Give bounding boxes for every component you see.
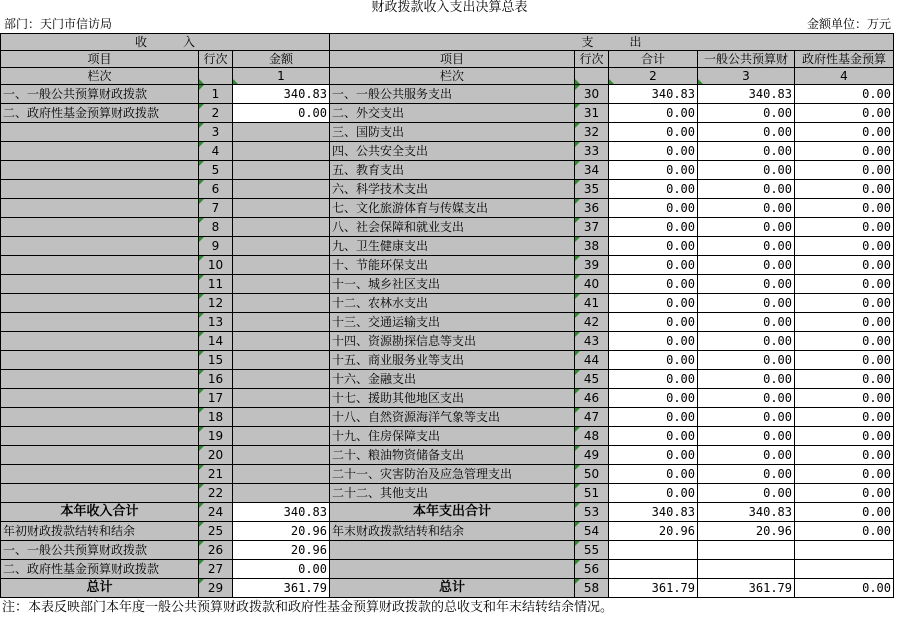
income-row-no: 10 — [199, 256, 233, 275]
table-row — [1, 85, 894, 104]
table-row — [1, 142, 894, 161]
income-amount — [233, 465, 330, 484]
table-row — [1, 199, 894, 218]
summary-expense-fund: 0.00 — [795, 522, 894, 541]
expense-fund: 0.00 — [795, 446, 894, 465]
expense-row-no: 39 — [575, 256, 609, 275]
expense-general: 0.00 — [698, 370, 795, 389]
expense-item: 九、卫生健康支出 — [330, 237, 575, 256]
expense-item: 七、文化旅游体育与传媒支出 — [330, 199, 575, 218]
expense-fund: 0.00 — [795, 85, 894, 104]
table-row — [1, 332, 894, 351]
expense-total: 0.00 — [609, 199, 698, 218]
summary-expense-total: 361.79 — [609, 579, 698, 598]
income-row-no: 8 — [199, 218, 233, 237]
expense-general: 0.00 — [698, 161, 795, 180]
expense-row-no: 45 — [575, 370, 609, 389]
income-row-no: 12 — [199, 294, 233, 313]
expense-general: 0.00 — [698, 427, 795, 446]
expense-row-no: 43 — [575, 332, 609, 351]
expense-row-no: 33 — [575, 142, 609, 161]
expense-total: 0.00 — [609, 180, 698, 199]
income-item — [1, 275, 199, 294]
income-amount: 340.83 — [233, 85, 330, 104]
expense-general: 0.00 — [698, 294, 795, 313]
income-item — [1, 256, 199, 275]
expense-fund: 0.00 — [795, 370, 894, 389]
expense-row-no: 42 — [575, 313, 609, 332]
expense-general: 340.83 — [698, 85, 795, 104]
expense-fund: 0.00 — [795, 256, 894, 275]
table-row — [1, 313, 894, 332]
summary-income-row-no: 26 — [199, 541, 233, 560]
income-item — [1, 484, 199, 503]
income-amount — [233, 351, 330, 370]
expense-row-no: 46 — [575, 389, 609, 408]
income-row-no: 2 — [199, 104, 233, 123]
income-item — [1, 446, 199, 465]
summary-expense-row-no: 54 — [575, 522, 609, 541]
expense-row-no: 49 — [575, 446, 609, 465]
summary-income-row-no: 25 — [199, 522, 233, 541]
expense-row-no: 34 — [575, 161, 609, 180]
income-row-no: 7 — [199, 199, 233, 218]
income-col-label: 栏次 — [1, 68, 199, 85]
table-row — [1, 446, 894, 465]
expense-item: 二十、粮油物资储备支出 — [330, 446, 575, 465]
summary-expense-total — [609, 541, 698, 560]
table-row — [1, 218, 894, 237]
income-amount — [233, 332, 330, 351]
expense-item: 十九、住房保障支出 — [330, 427, 575, 446]
summary-income-amount: 340.83 — [233, 503, 330, 522]
expense-general: 0.00 — [698, 199, 795, 218]
expense-fund: 0.00 — [795, 237, 894, 256]
expense-total: 0.00 — [609, 351, 698, 370]
expense-fund: 0.00 — [795, 389, 894, 408]
expense-item: 十四、资源勘探信息等支出 — [330, 332, 575, 351]
expense-item: 十七、援助其他地区支出 — [330, 389, 575, 408]
summary-row — [1, 503, 894, 522]
summary-income-row-no: 29 — [199, 579, 233, 598]
table-row — [1, 370, 894, 389]
expense-total: 0.00 — [609, 465, 698, 484]
income-item — [1, 370, 199, 389]
expense-fund: 0.00 — [795, 332, 894, 351]
expense-general: 0.00 — [698, 408, 795, 427]
summary-income-item: 年初财政拨款结转和结余 — [1, 522, 199, 541]
summary-income-row-no: 27 — [199, 560, 233, 579]
header-columns-row — [1, 51, 894, 68]
expense-item: 十三、交通运输支出 — [330, 313, 575, 332]
summary-expense-row-no: 56 — [575, 560, 609, 579]
expense-row-no: 51 — [575, 484, 609, 503]
summary-expense-item: 本年支出合计 — [330, 503, 575, 522]
income-amount-index: 1 — [233, 68, 330, 85]
expense-row-no: 30 — [575, 85, 609, 104]
fiscal-table — [0, 33, 894, 598]
expense-row-no: 32 — [575, 123, 609, 142]
table-row — [1, 123, 894, 142]
total-index: 2 — [609, 68, 698, 85]
income-item-header: 项目 — [1, 51, 199, 68]
expense-col-label: 栏次 — [330, 68, 575, 85]
income-item — [1, 332, 199, 351]
expense-fund: 0.00 — [795, 427, 894, 446]
income-item — [1, 161, 199, 180]
header-section-row — [1, 34, 894, 51]
income-row-no: 4 — [199, 142, 233, 161]
expense-total: 0.00 — [609, 218, 698, 237]
expense-item: 十二、农林水支出 — [330, 294, 575, 313]
header-index-row — [1, 68, 894, 85]
summary-income-item: 本年收入合计 — [1, 503, 199, 522]
summary-row — [1, 522, 894, 541]
expense-header: 支 出 — [330, 34, 894, 51]
unit-label: 金额单位：万元 — [806, 17, 891, 31]
summary-expense-general — [698, 560, 795, 579]
expense-fund: 0.00 — [795, 161, 894, 180]
income-item — [1, 218, 199, 237]
income-amount — [233, 294, 330, 313]
expense-general: 0.00 — [698, 256, 795, 275]
expense-row-no: 36 — [575, 199, 609, 218]
expense-fund: 0.00 — [795, 351, 894, 370]
fund-budget-header: 政府性基金预算 — [795, 51, 894, 68]
expense-fund: 0.00 — [795, 313, 894, 332]
income-amount — [233, 427, 330, 446]
expense-total: 0.00 — [609, 370, 698, 389]
income-row-no: 14 — [199, 332, 233, 351]
expense-fund: 0.00 — [795, 180, 894, 199]
summary-income-row-no: 24 — [199, 503, 233, 522]
expense-row-no: 47 — [575, 408, 609, 427]
expense-item: 四、公共安全支出 — [330, 142, 575, 161]
summary-income-item: 总计 — [1, 579, 199, 598]
expense-item: 三、国防支出 — [330, 123, 575, 142]
table-row — [1, 465, 894, 484]
expense-total: 0.00 — [609, 275, 698, 294]
income-amount — [233, 123, 330, 142]
income-item — [1, 142, 199, 161]
table-row — [1, 389, 894, 408]
income-amount: 0.00 — [233, 104, 330, 123]
income-row-no: 18 — [199, 408, 233, 427]
expense-item: 十、节能环保支出 — [330, 256, 575, 275]
summary-row — [1, 541, 894, 560]
income-row-no: 3 — [199, 123, 233, 142]
general-budget-header: 一般公共预算财 — [698, 51, 795, 68]
expense-fund: 0.00 — [795, 465, 894, 484]
expense-total: 0.00 — [609, 389, 698, 408]
summary-income-amount: 361.79 — [233, 579, 330, 598]
summary-expense-item — [330, 560, 575, 579]
expense-fund: 0.00 — [795, 199, 894, 218]
report-title: 财政拨款收入支出决算总表 — [371, 0, 528, 15]
income-amount — [233, 180, 330, 199]
income-amount — [233, 142, 330, 161]
income-item — [1, 465, 199, 484]
expense-total: 0.00 — [609, 332, 698, 351]
summary-expense-total: 340.83 — [609, 503, 698, 522]
expense-row-no: 37 — [575, 218, 609, 237]
expense-item: 二、外交支出 — [330, 104, 575, 123]
expense-fund: 0.00 — [795, 218, 894, 237]
summary-expense-row-no: 53 — [575, 503, 609, 522]
summary-income-item: 二、政府性基金预算财政拨款 — [1, 560, 199, 579]
table-row — [1, 427, 894, 446]
expense-row-no: 41 — [575, 294, 609, 313]
expense-general: 0.00 — [698, 142, 795, 161]
footnote: 注：本表反映部门本年度一般公共预算财政拨款和政府性基金预算财政拨款的总收支和年末结转结余情况。 — [2, 600, 614, 615]
income-header: 收 入 — [1, 34, 330, 51]
income-item — [1, 237, 199, 256]
expense-row-no: 31 — [575, 104, 609, 123]
summary-expense-general: 340.83 — [698, 503, 795, 522]
expense-row-no: 50 — [575, 465, 609, 484]
expense-general: 0.00 — [698, 465, 795, 484]
income-row-no: 11 — [199, 275, 233, 294]
expense-item: 六、科学技术支出 — [330, 180, 575, 199]
expense-item: 八、社会保障和就业支出 — [330, 218, 575, 237]
table-row — [1, 104, 894, 123]
expense-general: 0.00 — [698, 313, 795, 332]
income-row-no: 17 — [199, 389, 233, 408]
table-row — [1, 180, 894, 199]
summary-expense-fund: 0.00 — [795, 503, 894, 522]
income-row-no: 1 — [199, 85, 233, 104]
income-item — [1, 408, 199, 427]
expense-total: 0.00 — [609, 161, 698, 180]
expense-fund: 0.00 — [795, 484, 894, 503]
expense-general: 0.00 — [698, 275, 795, 294]
summary-expense-fund: 0.00 — [795, 579, 894, 598]
table-row — [1, 275, 894, 294]
expense-general: 0.00 — [698, 237, 795, 256]
expense-item: 十五、商业服务业等支出 — [330, 351, 575, 370]
expense-total: 340.83 — [609, 85, 698, 104]
income-row-no: 20 — [199, 446, 233, 465]
expense-total: 0.00 — [609, 408, 698, 427]
expense-total-header: 合计 — [609, 51, 698, 68]
income-item — [1, 180, 199, 199]
expense-total: 0.00 — [609, 237, 698, 256]
income-row-no: 13 — [199, 313, 233, 332]
expense-fund: 0.00 — [795, 294, 894, 313]
expense-total: 0.00 — [609, 104, 698, 123]
table-row — [1, 256, 894, 275]
income-row-no: 9 — [199, 237, 233, 256]
income-amount — [233, 408, 330, 427]
fund-index: 4 — [795, 68, 894, 85]
income-amount — [233, 161, 330, 180]
income-item — [1, 123, 199, 142]
expense-row-no: 40 — [575, 275, 609, 294]
income-row-no: 21 — [199, 465, 233, 484]
expense-total: 0.00 — [609, 256, 698, 275]
expense-general: 0.00 — [698, 104, 795, 123]
summary-expense-general — [698, 541, 795, 560]
income-amount — [233, 313, 330, 332]
summary-expense-row-no: 58 — [575, 579, 609, 598]
income-amount — [233, 484, 330, 503]
expense-item: 五、教育支出 — [330, 161, 575, 180]
income-amount — [233, 370, 330, 389]
general-index: 3 — [698, 68, 795, 85]
income-item — [1, 351, 199, 370]
income-amount — [233, 256, 330, 275]
income-amount-header: 金额 — [233, 51, 330, 68]
income-item: 一、一般公共预算财政拨款 — [1, 85, 199, 104]
summary-expense-row-no: 55 — [575, 541, 609, 560]
expense-general: 0.00 — [698, 180, 795, 199]
expense-fund: 0.00 — [795, 275, 894, 294]
expense-item: 二十一、灾害防治及应急管理支出 — [330, 465, 575, 484]
summary-expense-item: 总计 — [330, 579, 575, 598]
summary-expense-total — [609, 560, 698, 579]
expense-item: 十一、城乡社区支出 — [330, 275, 575, 294]
summary-row — [1, 560, 894, 579]
table-row — [1, 351, 894, 370]
summary-expense-fund — [795, 560, 894, 579]
expense-row-no: 35 — [575, 180, 609, 199]
department-label: 部门：天门市信访局 — [4, 17, 113, 31]
summary-expense-item — [330, 541, 575, 560]
expense-total: 0.00 — [609, 427, 698, 446]
expense-general: 0.00 — [698, 446, 795, 465]
income-row-no: 5 — [199, 161, 233, 180]
income-item — [1, 313, 199, 332]
expense-total: 0.00 — [609, 446, 698, 465]
income-amount — [233, 218, 330, 237]
expense-item: 十六、金融支出 — [330, 370, 575, 389]
table-row — [1, 237, 894, 256]
table-row — [1, 294, 894, 313]
income-row-no: 16 — [199, 370, 233, 389]
summary-income-item: 一、一般公共预算财政拨款 — [1, 541, 199, 560]
summary-expense-general: 361.79 — [698, 579, 795, 598]
expense-general: 0.00 — [698, 123, 795, 142]
expense-item: 十八、自然资源海洋气象等支出 — [330, 408, 575, 427]
expense-row-no: 48 — [575, 427, 609, 446]
income-row-no: 15 — [199, 351, 233, 370]
summary-row — [1, 579, 894, 598]
table-row — [1, 161, 894, 180]
expense-row-no: 44 — [575, 351, 609, 370]
expense-general: 0.00 — [698, 351, 795, 370]
summary-expense-general: 20.96 — [698, 522, 795, 541]
income-row-no: 19 — [199, 427, 233, 446]
income-amount — [233, 199, 330, 218]
expense-rowno-header: 行次 — [575, 51, 609, 68]
income-item — [1, 389, 199, 408]
income-item: 二、政府性基金预算财政拨款 — [1, 104, 199, 123]
expense-item: 一、一般公共服务支出 — [330, 85, 575, 104]
expense-fund: 0.00 — [795, 142, 894, 161]
income-amount — [233, 237, 330, 256]
income-item — [1, 427, 199, 446]
expense-total: 0.00 — [609, 294, 698, 313]
expense-general: 0.00 — [698, 484, 795, 503]
expense-fund: 0.00 — [795, 408, 894, 427]
income-row-no: 6 — [199, 180, 233, 199]
expense-fund: 0.00 — [795, 123, 894, 142]
expense-total: 0.00 — [609, 123, 698, 142]
income-rowno-header: 行次 — [199, 51, 233, 68]
expense-total: 0.00 — [609, 142, 698, 161]
income-amount — [233, 275, 330, 294]
expense-general: 0.00 — [698, 332, 795, 351]
table-row — [1, 408, 894, 427]
expense-general: 0.00 — [698, 218, 795, 237]
summary-expense-item: 年末财政拨款结转和结余 — [330, 522, 575, 541]
summary-income-amount: 20.96 — [233, 522, 330, 541]
income-rowno-index — [199, 68, 233, 85]
income-amount — [233, 389, 330, 408]
table-row — [1, 484, 894, 503]
expense-general: 0.00 — [698, 389, 795, 408]
income-item — [1, 294, 199, 313]
income-item — [1, 199, 199, 218]
income-row-no: 22 — [199, 484, 233, 503]
summary-expense-total: 20.96 — [609, 522, 698, 541]
expense-fund: 0.00 — [795, 104, 894, 123]
expense-total: 0.00 — [609, 313, 698, 332]
summary-income-amount: 20.96 — [233, 541, 330, 560]
summary-expense-fund — [795, 541, 894, 560]
expense-item-header: 项目 — [330, 51, 575, 68]
expense-item: 二十二、其他支出 — [330, 484, 575, 503]
expense-row-no: 38 — [575, 237, 609, 256]
summary-income-amount: 0.00 — [233, 560, 330, 579]
income-amount — [233, 446, 330, 465]
expense-total: 0.00 — [609, 484, 698, 503]
expense-rowno-index — [575, 68, 609, 85]
